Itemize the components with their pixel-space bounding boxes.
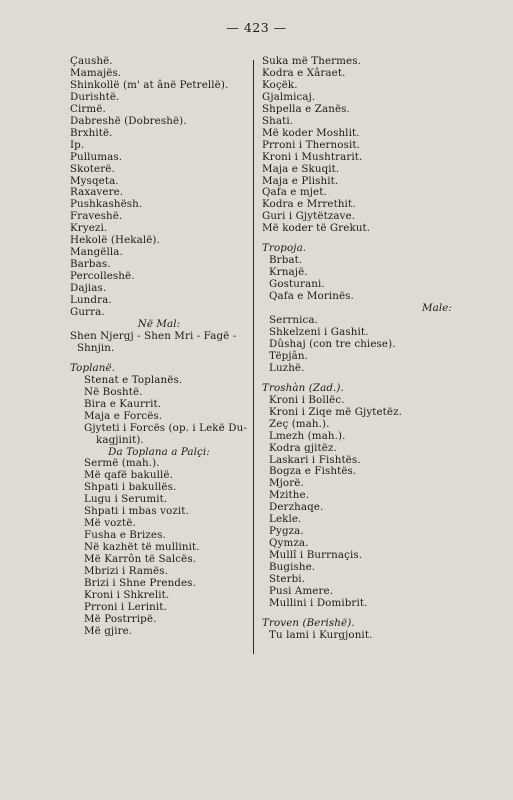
place-name-entry: Derzhaqe. [269, 501, 324, 514]
place-name-entry: Bira e Kaurrit. [84, 397, 162, 410]
place-name-entry: Gurra. [70, 306, 105, 319]
place-name-entry: Mullî i Burrnaçis. [269, 549, 363, 562]
place-name-entry: Lugu i Serumit. [84, 493, 168, 506]
place-name-entry: Gjyteti i Forcës (op. i Lekë Du- [84, 421, 247, 434]
place-name-entry: Suka më Thermes. [262, 55, 361, 67]
place-name-entry: Maja e Skuqit. [262, 162, 340, 175]
place-name-entry: Hekolë (Hekalë). [70, 234, 160, 247]
place-name-entry: Qafa e mjet. [262, 186, 327, 199]
place-name-entry: Brizi i Shne Prendes. [84, 576, 196, 589]
place-name-entry: Më qafë bakullë. [84, 469, 173, 482]
place-name-entry: Serrnica. [269, 314, 318, 327]
place-name-entry: Mysqeta. [70, 174, 119, 187]
right-column [262, 56, 452, 642]
section-heading: Troshàn (Zad.). [262, 381, 344, 394]
place-name-entry: Koçëk. [262, 78, 298, 91]
place-name-entry: Qafa e Morinës. [269, 290, 354, 303]
place-name-entry: Mjorë. [269, 477, 304, 490]
place-name-entry: Pushkashësh. [70, 198, 143, 211]
section-heading: Tropoja. [262, 242, 307, 255]
place-name-entry: Shati. [262, 114, 294, 127]
place-name-entry: Bugishe. [269, 561, 316, 574]
section-heading: Në Mal: [137, 317, 181, 330]
place-name-entry: Në kazhët të mullinit. [84, 541, 200, 554]
section-heading: Male: [421, 302, 452, 315]
section-heading: Toplanë. [70, 361, 116, 374]
place-name-entry: Cirmë. [70, 102, 106, 115]
place-name-entry: Maja e Forcës. [84, 409, 163, 422]
place-name-entry: Më koder të Grekut. [262, 222, 371, 235]
place-name-entry: Më Karrôn të Salcës. [84, 553, 197, 566]
place-name-entry: Raxavere. [70, 186, 124, 199]
place-name-entry: Shinkollë (m' at ânë Petrellë). [70, 78, 229, 91]
place-name-entry: Bogza e Fishtës. [269, 465, 357, 478]
place-name-entry: Dabreshë (Dobreshë). [70, 114, 187, 127]
place-name-entry: Ip. [70, 138, 85, 151]
place-name-entry: Shen Njergj - Shen Mri - Fagë - [70, 329, 237, 342]
place-name-entry: Dajias. [70, 282, 107, 295]
place-name-entry: Brbat. [269, 254, 303, 267]
place-name-entry: Percolleshë. [70, 270, 135, 283]
place-name-entry: Shpati i bakullës. [84, 481, 177, 494]
section-heading: Troven (Berishë). [262, 616, 355, 629]
place-name-entry: Në Boshtë. [84, 385, 143, 398]
place-name-entry: Stenat e Toplanës. [84, 373, 183, 386]
place-name-entry: Tëpjân. [269, 349, 308, 362]
page-number: — 423 — [226, 20, 287, 35]
place-name-entry: Pygza. [269, 525, 304, 538]
place-name-entry: Mullini i Domibrit. [269, 596, 368, 609]
place-name-entry: Mbrizi i Ramës. [84, 565, 168, 578]
place-name-entry: Sermë (mah.). [84, 457, 160, 470]
place-name-entry: Më koder Moshlit. [262, 126, 360, 139]
place-name-entry: Gosturani. [269, 278, 325, 291]
column-divider [253, 60, 254, 654]
place-name-entry: Maja e Plishit. [262, 174, 339, 187]
place-name-entry: Fraveshë. [70, 210, 123, 223]
place-name-entry: Brxhitë. [70, 126, 113, 139]
place-name-entry: Kroni i Mushtrarit. [262, 150, 363, 163]
place-name-entry: Kroni i Shkrelit. [84, 588, 170, 601]
place-name-entry: Gjalmicaj. [262, 90, 316, 103]
place-name-entry: Kodra e Xâraet. [262, 66, 346, 79]
place-name-entry: Pusi Amere. [269, 584, 334, 597]
place-name-entry: Çaushë. [70, 55, 113, 67]
place-name-entry: Lmezh (mah.). [269, 429, 346, 442]
place-name-entry: kagjinit). [96, 433, 144, 446]
place-name-entry: Shpati i mbas vozit. [84, 505, 189, 518]
place-name-entry: Luzhë. [269, 361, 305, 374]
place-name-entry: Mamajës. [70, 66, 122, 79]
place-name-entry: Kodra gjitëz. [269, 441, 337, 454]
place-name-entry: Barbas. [70, 258, 111, 271]
place-name-entry: Kryezi. [70, 222, 108, 235]
place-name-entry: Laskari i Fishtës. [269, 453, 361, 466]
place-name-entry: Më gjire. [84, 624, 133, 637]
place-name-entry: Shnjin. [77, 341, 115, 354]
place-name-entry: Skoterë. [70, 162, 115, 175]
place-name-entry: Më voztë. [84, 517, 136, 530]
place-name-entry: Krnajë. [269, 266, 308, 279]
place-name-entry: Lundra. [70, 294, 112, 307]
place-name-entry: Shkelzeni i Gashit. [269, 325, 369, 338]
place-name-entry: Më Postrripë. [84, 612, 157, 625]
place-name-entry: Shpella e Zanës. [262, 102, 350, 115]
place-name-entry: Sterbi. [269, 573, 306, 586]
place-name-entry: Kodra e Mrrethit. [262, 198, 356, 211]
place-name-entry: Mangëlla. [70, 246, 123, 259]
place-name-entry: Pullumas. [70, 150, 123, 163]
left-column [70, 56, 248, 638]
place-name-entry: Dûshaj (con tre chiese). [269, 337, 396, 350]
place-name-entry: Tu lami i Kurgjonit. [269, 628, 373, 641]
place-name-entry: Fusha e Brizes. [84, 529, 166, 542]
place-name-entry: Durishtë. [70, 90, 120, 103]
section-heading: Da Toplana a Palçi: [108, 445, 210, 458]
place-name-entry: Prroni i Thernosit. [262, 138, 360, 151]
place-name-entry: Qymza. [269, 537, 309, 550]
place-name-entry: Guri i Gjytëtzave. [262, 210, 356, 223]
place-name-entry: Kroni i Ziqe më Gjytetëz. [269, 405, 403, 418]
place-name-entry: Kroni i Bollëc. [269, 393, 345, 406]
place-name-entry: Mzithe. [269, 489, 310, 502]
place-name-entry: Zeç (mah.). [269, 417, 330, 430]
place-name-entry: Prroni i Lerinit. [84, 600, 167, 613]
place-name-entry: Lekle. [269, 513, 302, 526]
